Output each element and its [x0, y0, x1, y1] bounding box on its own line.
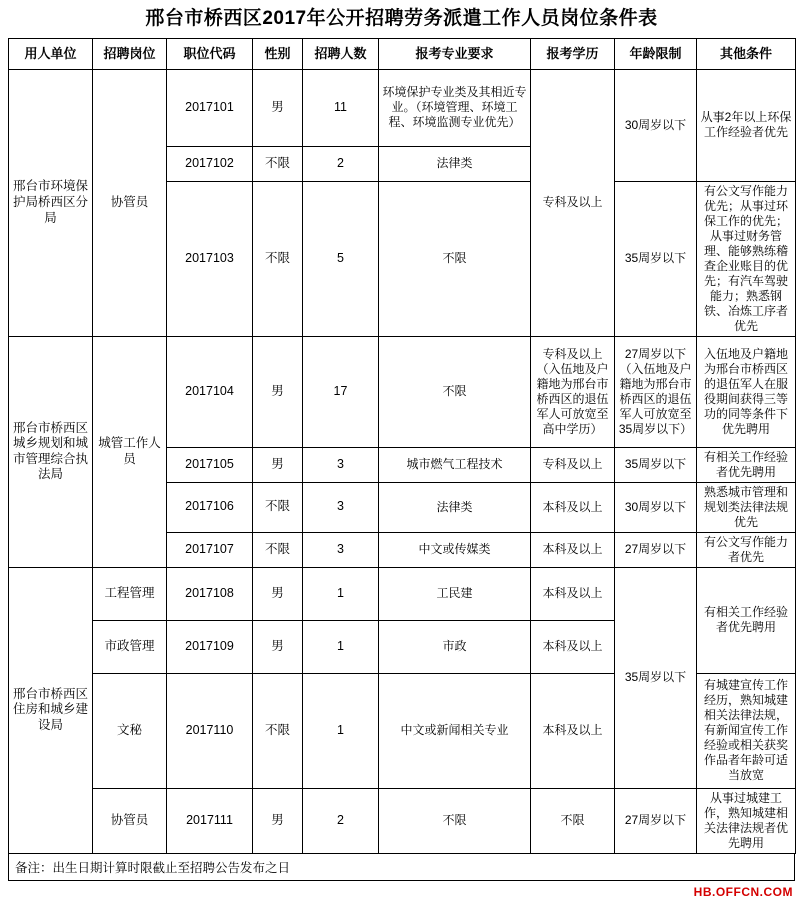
- cell-major: 法律类: [379, 146, 531, 181]
- cell-sex: 男: [253, 69, 303, 146]
- cell-code: 2017105: [167, 447, 253, 482]
- cell-sex: 不限: [253, 532, 303, 567]
- column-header-other: 其他条件: [697, 38, 796, 69]
- cell-major: 法律类: [379, 482, 531, 532]
- cell-age: 30周岁以下: [615, 69, 697, 181]
- cell-sex: 不限: [253, 181, 303, 336]
- column-header-code: 职位代码: [167, 38, 253, 69]
- cell-sex: 不限: [253, 482, 303, 532]
- column-header-education: 报考学历: [531, 38, 615, 69]
- cell-other: 熟悉城市管理和规划类法律法规优先: [697, 482, 796, 532]
- table-note: 备注：出生日期计算时限截止至招聘公告发布之日: [8, 854, 795, 881]
- cell-code: 2017104: [167, 336, 253, 447]
- cell-sex: 不限: [253, 146, 303, 181]
- cell-major: 环境保护专业类及其相近专业。（环境管理、环境工程、环境监测专业优先）: [379, 69, 531, 146]
- site-watermark: HB.OFFCN.COM: [693, 884, 793, 899]
- cell-major: 不限: [379, 788, 531, 853]
- table-header-row: [9, 38, 796, 69]
- cell-post: 城管工作人员: [93, 336, 167, 567]
- cell-code: 2017111: [167, 788, 253, 853]
- cell-age: 30周岁以下: [615, 482, 697, 532]
- cell-other: 有公文写作能力者优先: [697, 532, 796, 567]
- cell-unit: 邢台市环境保护局桥西区分局: [9, 69, 93, 336]
- cell-code: 2017107: [167, 532, 253, 567]
- cell-major: 工民建: [379, 567, 531, 620]
- table-row: [9, 567, 796, 620]
- column-header-age: 年龄限制: [615, 38, 697, 69]
- cell-age: 35周岁以下: [615, 567, 697, 788]
- cell-major: 不限: [379, 181, 531, 336]
- cell-unit: 邢台市桥西区住房和城乡建设局: [9, 567, 93, 853]
- cell-sex: 男: [253, 620, 303, 673]
- cell-major: 中文或新闻相关专业: [379, 673, 531, 788]
- cell-number: 3: [303, 447, 379, 482]
- cell-major: 城市燃气工程技术: [379, 447, 531, 482]
- cell-other: 有相关工作经验者优先聘用: [697, 447, 796, 482]
- table-row: [9, 788, 796, 853]
- cell-sex: 不限: [253, 673, 303, 788]
- cell-education: 本科及以上: [531, 532, 615, 567]
- cell-other: 从事过城建工作，熟知城建相关法律法规者优先聘用: [697, 788, 796, 853]
- cell-age: 35周岁以下: [615, 447, 697, 482]
- cell-major: 不限: [379, 336, 531, 447]
- table-row: [9, 69, 796, 146]
- cell-unit: 邢台市桥西区城乡规划和城市管理综合执法局: [9, 336, 93, 567]
- cell-sex: 男: [253, 447, 303, 482]
- cell-age: 27周岁以下: [615, 788, 697, 853]
- cell-post: 协管员: [93, 69, 167, 336]
- column-header-number: 招聘人数: [303, 38, 379, 69]
- cell-sex: 男: [253, 336, 303, 447]
- table-row: [9, 336, 796, 447]
- cell-number: 3: [303, 532, 379, 567]
- cell-code: 2017101: [167, 69, 253, 146]
- cell-major: 中文或传媒类: [379, 532, 531, 567]
- cell-code: 2017102: [167, 146, 253, 181]
- cell-education: 专科及以上: [531, 69, 615, 336]
- recruitment-table: [8, 38, 796, 854]
- cell-age: 27周岁以下: [615, 532, 697, 567]
- cell-number: 1: [303, 567, 379, 620]
- cell-number: 2: [303, 146, 379, 181]
- cell-other: 有城建宣传工作经历，熟知城建相关法律法规，有新闻宣传工作经验或相关获奖作品者年龄可适当放宽: [697, 673, 796, 788]
- cell-number: 2: [303, 788, 379, 853]
- column-header-unit: 用人单位: [9, 38, 93, 69]
- cell-code: 2017103: [167, 181, 253, 336]
- cell-post: 工程管理: [93, 567, 167, 620]
- cell-sex: 男: [253, 788, 303, 853]
- cell-education: 不限: [531, 788, 615, 853]
- cell-age: 35周岁以下: [615, 181, 697, 336]
- cell-number: 3: [303, 482, 379, 532]
- cell-number: 17: [303, 336, 379, 447]
- cell-code: 2017109: [167, 620, 253, 673]
- cell-code: 2017110: [167, 673, 253, 788]
- cell-post: 文秘: [93, 673, 167, 788]
- cell-number: 1: [303, 620, 379, 673]
- cell-number: 11: [303, 69, 379, 146]
- cell-education: 本科及以上: [531, 673, 615, 788]
- cell-major: 市政: [379, 620, 531, 673]
- column-header-sex: 性别: [253, 38, 303, 69]
- cell-age: 27周岁以下（入伍地及户籍地为邢台市桥西区的退伍军人可放宽至35周岁以下）: [615, 336, 697, 447]
- cell-number: 1: [303, 673, 379, 788]
- cell-other: 有相关工作经验者优先聘用: [697, 567, 796, 673]
- cell-number: 5: [303, 181, 379, 336]
- cell-other: 入伍地及户籍地为邢台市桥西区的退伍军人在服役期间获得三等功的同等条件下优先聘用: [697, 336, 796, 447]
- cell-education: 本科及以上: [531, 482, 615, 532]
- page-title: 邢台市桥西区2017年公开招聘劳务派遣工作人员岗位条件表: [145, 8, 658, 29]
- cell-education: 本科及以上: [531, 620, 615, 673]
- cell-post: 协管员: [93, 788, 167, 853]
- cell-code: 2017108: [167, 567, 253, 620]
- cell-education: 专科及以上（入伍地及户籍地为邢台市桥西区的退伍军人可放宽至高中学历）: [531, 336, 615, 447]
- cell-other: 从事2年以上环保工作经验者优先: [697, 69, 796, 181]
- cell-sex: 男: [253, 567, 303, 620]
- cell-other: 有公文写作能力优先；从事过环保工作的优先；从事过财务管理、能够熟练稽查企业账目的优先；有汽车驾驶能力；熟悉钢铁、冶炼工序者优先: [697, 181, 796, 336]
- column-header-post: 招聘岗位: [93, 38, 167, 69]
- cell-post: 市政管理: [93, 620, 167, 673]
- cell-code: 2017106: [167, 482, 253, 532]
- column-header-major: 报考专业要求: [379, 38, 531, 69]
- cell-education: 专科及以上: [531, 447, 615, 482]
- cell-education: 本科及以上: [531, 567, 615, 620]
